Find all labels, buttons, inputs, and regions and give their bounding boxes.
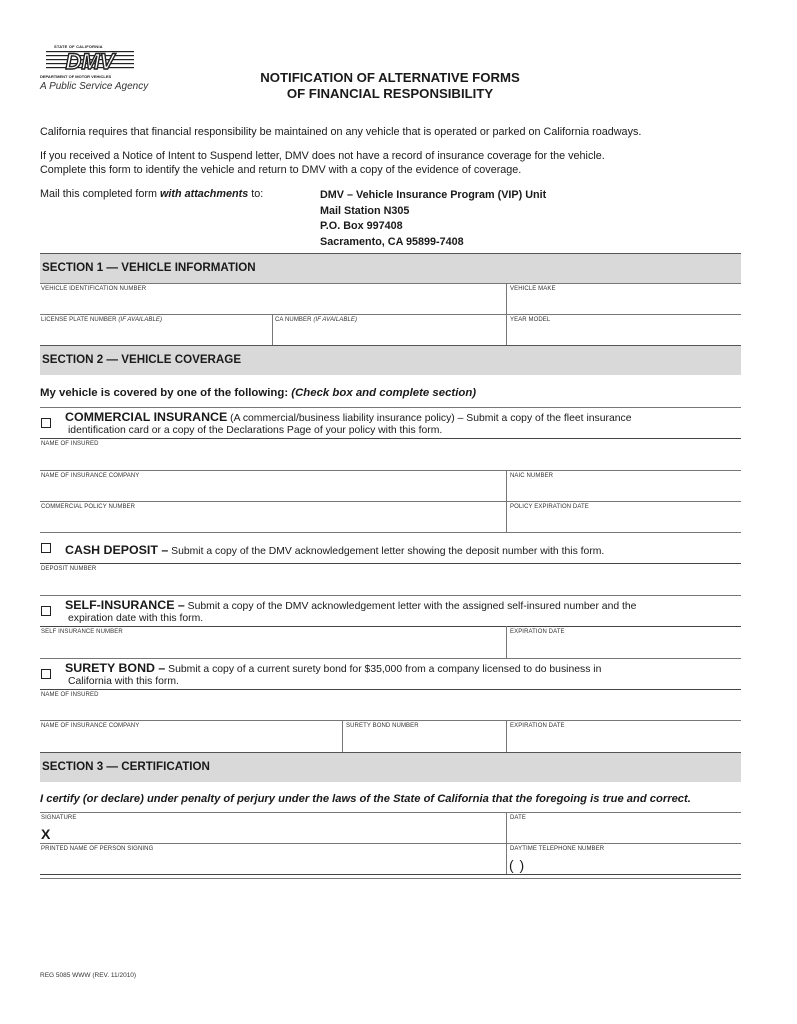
- signature-label: SIGNATURE: [41, 815, 77, 821]
- address-line-1: DMV – Vehicle Insurance Program (VIP) Unit: [320, 189, 547, 201]
- coverage-prompt: My vehicle is covered by one of the following: (Check box and complete section): [40, 387, 477, 399]
- deposit-number-label: DEPOSIT NUMBER: [41, 566, 97, 572]
- commercial-policy-label: COMMERCIAL POLICY NUMBER: [41, 504, 136, 510]
- self-insurance-checkbox[interactable]: [41, 606, 51, 616]
- section-1-header: SECTION 1 — VEHICLE INFORMATION: [40, 253, 741, 283]
- vin-label: VEHICLE IDENTIFICATION NUMBER: [41, 286, 147, 292]
- commercial-insured-label: NAME OF INSURED: [41, 441, 99, 447]
- section-3-header: SECTION 3 — CERTIFICATION: [40, 752, 741, 782]
- logo-dept-text: DEPARTMENT OF MOTOR VEHICLES: [40, 74, 112, 79]
- intro-paragraph-2b: Complete this form to identify the vehicle and return to DMV with a copy of the evidence of coverage.: [40, 164, 522, 176]
- section-2-header: SECTION 2 — VEHICLE COVERAGE: [40, 345, 741, 375]
- self-insurance-number-label: SELF INSURANCE NUMBER: [41, 629, 123, 635]
- address-line-4: Sacramento, CA 95899-7408: [320, 235, 464, 248]
- agency-tagline: A Public Service Agency: [40, 81, 149, 92]
- signature-mark: X: [41, 826, 51, 842]
- mail-instruction: Mail this completed form with attachments to:: [40, 188, 264, 200]
- address-line-3: P.O. Box 997408: [320, 220, 403, 232]
- vehicle-make-label: VEHICLE MAKE: [510, 286, 556, 292]
- intro-paragraph-1: California requires that financial responsibility be maintained on any vehicle that is operated or parked on California roadways.: [40, 126, 642, 138]
- surety-bond-number-label: SURETY BOND NUMBER: [346, 723, 419, 729]
- form-title-line2: OF FINANCIAL RESPONSIBILITY: [286, 86, 494, 101]
- license-plate-label: LICENSE PLATE NUMBER (IF AVAILABLE): [41, 317, 163, 323]
- surety-company-label: NAME OF INSURANCE COMPANY: [41, 723, 140, 729]
- printed-name-label: PRINTED NAME OF PERSON SIGNING: [41, 846, 154, 852]
- form-title-line1: NOTIFICATION OF ALTERNATIVE FORMS: [260, 70, 520, 85]
- year-model-label: YEAR MODEL: [510, 317, 551, 323]
- phone-area-code: ( ): [509, 857, 526, 873]
- commercial-insurance-checkbox[interactable]: [41, 418, 51, 428]
- commercial-insurance-option: COMMERCIAL INSURANCE (A commercial/business liability insurance policy) – Submit a copy of the fleet insurance identification card or a copy of the Declarations Page of your policy with this form.: [65, 410, 632, 436]
- surety-insured-label: NAME OF INSURED: [41, 692, 99, 698]
- surety-expiration-label: EXPIRATION DATE: [510, 723, 565, 729]
- naic-number-label: NAIC NUMBER: [510, 473, 554, 479]
- certification-statement: I certify (or declare) under penalty of perjury under the laws of the State of California that the foregoing is true and correct.: [40, 793, 691, 805]
- cash-deposit-option: CASH DEPOSIT – Submit a copy of the DMV acknowledgement letter showing the deposit number with this form.: [65, 543, 605, 557]
- phone-label: DAYTIME TELEPHONE NUMBER: [510, 846, 605, 852]
- dmv-logo-icon: [46, 48, 134, 72]
- commercial-company-label: NAME OF INSURANCE COMPANY: [41, 473, 140, 479]
- cash-deposit-checkbox[interactable]: [41, 543, 51, 553]
- intro-paragraph-2a: If you received a Notice of Intent to Suspend letter, DMV does not have a record of insurance coverage for the vehicle.: [40, 150, 605, 162]
- self-insurance-option: SELF-INSURANCE – Submit a copy of the DMV acknowledgement letter with the assigned self-insured number and the expiration date with this form.: [65, 598, 637, 624]
- ca-number-label: CA NUMBER (IF AVAILABLE): [275, 317, 358, 323]
- svg-text:DMV: DMV: [65, 49, 115, 72]
- form-id: REG 5085 WWW (REV. 11/2010): [40, 972, 137, 979]
- address-line-2: Mail Station N305: [320, 204, 410, 217]
- self-expiration-label: EXPIRATION DATE: [510, 629, 565, 635]
- date-label: DATE: [510, 815, 526, 821]
- surety-bond-checkbox[interactable]: [41, 669, 51, 679]
- policy-expiration-label: POLICY EXPIRATION DATE: [510, 504, 589, 510]
- mailing-address: [320, 188, 546, 250]
- logo-state-text: STATE OF CALIFORNIA: [54, 44, 103, 49]
- surety-bond-option: SURETY BOND – Submit a copy of a current surety bond for $35,000 from a company licensed to do business in California with this form.: [65, 661, 602, 687]
